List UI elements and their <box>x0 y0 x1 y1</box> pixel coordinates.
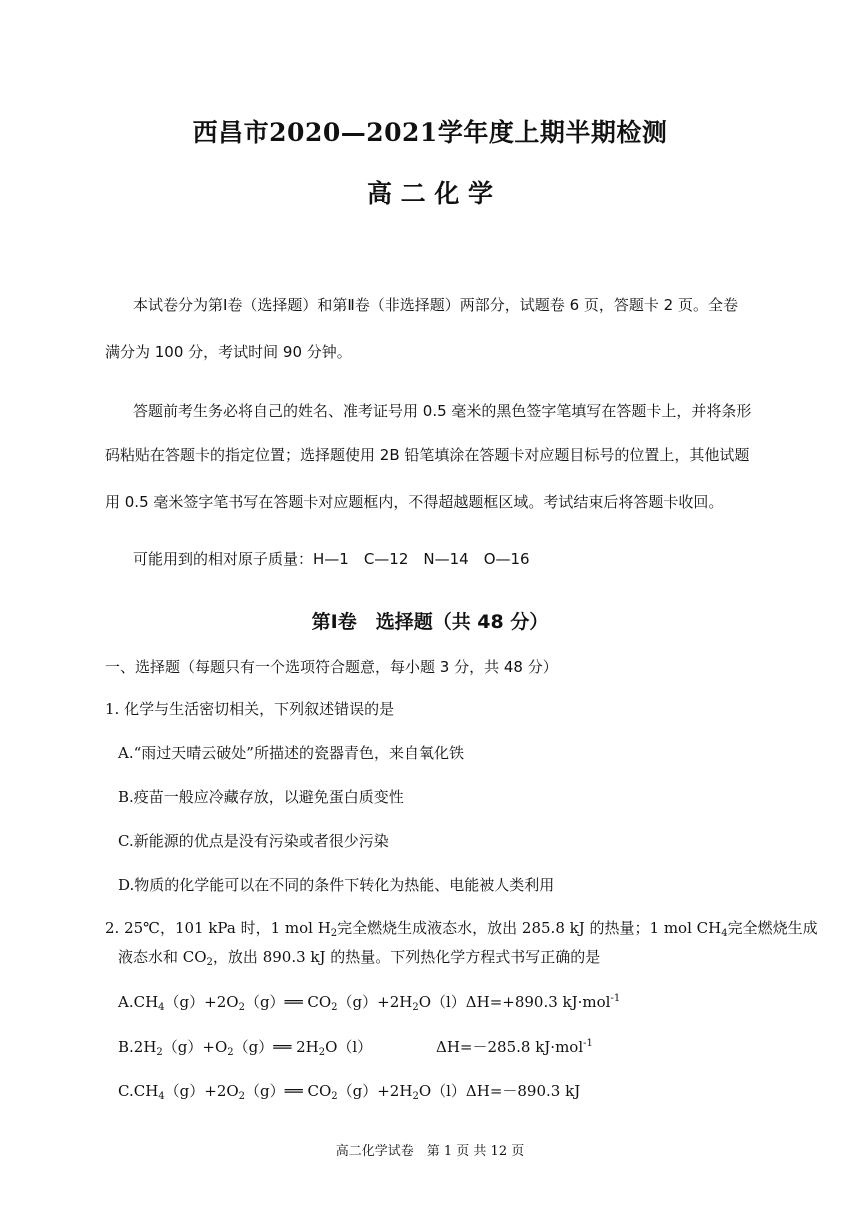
question-2-option-a <box>118 991 620 1012</box>
subscript: 2 <box>227 1047 234 1058</box>
question-2-stem-line-2 <box>118 946 600 967</box>
subscript: 2 <box>156 1047 163 1058</box>
formula-part: C.CH <box>118 1082 159 1100</box>
subscript: 2 <box>412 1002 419 1013</box>
atomic-masses-line: 可能用到的相对原子质量：H—1 C—12 N—14 O—16 <box>133 550 530 568</box>
subscript: 2 <box>330 928 338 939</box>
subscript: 2 <box>412 1091 419 1102</box>
subscript: 2 <box>331 1091 338 1102</box>
question-1-option-b: B.疫苗一般应冷藏存放，以避免蛋白质变性 <box>118 788 404 806</box>
formula-part: （g）══ CO <box>245 1082 332 1100</box>
section-1-title: 第Ⅰ卷 选择题（共 48 分） <box>311 611 549 633</box>
formula-part: （g）+2O <box>164 993 239 1011</box>
page-title: 西昌市2020—2021学年度上期半期检测 <box>192 118 668 147</box>
q2-text: ，放出 890.3 kJ 的热量。下列热化学方程式书写正确的是 <box>212 948 601 966</box>
intro-paragraph-1-line-2: 满分为 100 分，考试时间 90 分钟。 <box>105 343 352 361</box>
subscript: 2 <box>318 1047 326 1058</box>
intro-paragraph-2-line-3: 用 0.5 毫米签字笔书写在答题卡对应题框内，不得超越题框区域。考试结束后将答题卡收回。 <box>105 493 724 511</box>
subject-title: 高 二 化 学 <box>366 179 494 208</box>
subscript: 4 <box>158 1002 165 1013</box>
formula-part: ΔH=－285.8 kJ·mol <box>436 1038 584 1056</box>
superscript: -1 <box>610 993 621 1004</box>
formula-part: （g）+2H <box>337 1082 413 1100</box>
subscript: 2 <box>331 1002 338 1013</box>
subscript: 2 <box>206 957 213 968</box>
intro-paragraph-2-line-2: 码粘贴在答题卡的指定位置；选择题使用 2B 铅笔填涂在答题卡对应题目标号的位置上，其他试题 <box>105 446 750 464</box>
question-2-stem-line-1 <box>105 917 818 938</box>
q2-text: 液态水和 CO <box>118 948 207 966</box>
page-footer: 高二化学试卷 第 1 页 共 12 页 <box>335 1144 525 1159</box>
formula-part: （g）══ CO <box>244 993 332 1011</box>
q2-text: 完全燃烧生成液态水，放出 285.8 kJ 的热量；1 mol CH <box>337 919 722 937</box>
question-2-option-b <box>118 1036 372 1057</box>
formula-part: （g）+2O <box>164 1082 239 1100</box>
formula-part: （g）+O <box>162 1038 228 1056</box>
question-2-option-b-enthalpy <box>436 1036 593 1057</box>
formula-part: B.2H <box>118 1038 157 1056</box>
subscript: 2 <box>238 1002 245 1013</box>
q2-text: 2. 25℃，101 kPa 时，1 mol H <box>105 919 331 937</box>
formula-part: O（l）ΔH=－890.3 kJ <box>418 1082 581 1100</box>
superscript: -1 <box>583 1038 593 1049</box>
subscript: 4 <box>721 928 728 939</box>
formula-part: （g）+2H <box>337 993 413 1011</box>
question-2-option-c <box>118 1080 580 1101</box>
question-1-option-d: D.物质的化学能可以在不同的条件下转化为热能、电能被人类利用 <box>118 876 555 894</box>
formula-part: O（l）ΔH=+890.3 kJ·mol <box>418 993 611 1011</box>
q2-text: 完全燃烧生成 <box>727 919 818 937</box>
intro-paragraph-2-line-1: 答题前考生务必将自己的姓名、准考证号用 0.5 毫米的黑色签字笔填写在答题卡上，并将条形 <box>133 402 752 420</box>
question-1-stem: 1. 化学与生活密切相关，下列叙述错误的是 <box>105 700 395 718</box>
question-1-option-c: C.新能源的优点是没有污染或者很少污染 <box>118 832 389 850</box>
intro-paragraph-1-line-1: 本试卷分为第Ⅰ卷（选择题）和第Ⅱ卷（非选择题）两部分，试题卷 6 页，答题卡 2 页。全卷 <box>133 296 738 314</box>
subscript: 4 <box>158 1091 165 1102</box>
question-1-option-a: A.“雨过天晴云破处”所描述的瓷器青色，来自氧化铁 <box>118 744 464 762</box>
subscript: 2 <box>238 1091 246 1102</box>
section-1-instruction: 一、选择题（每题只有一个选项符合题意，每小题 3 分，共 48 分） <box>105 658 558 676</box>
formula-part: O（l） <box>325 1038 373 1056</box>
formula-part: A.CH <box>118 993 159 1011</box>
formula-part: （g）══ 2H <box>233 1038 319 1056</box>
